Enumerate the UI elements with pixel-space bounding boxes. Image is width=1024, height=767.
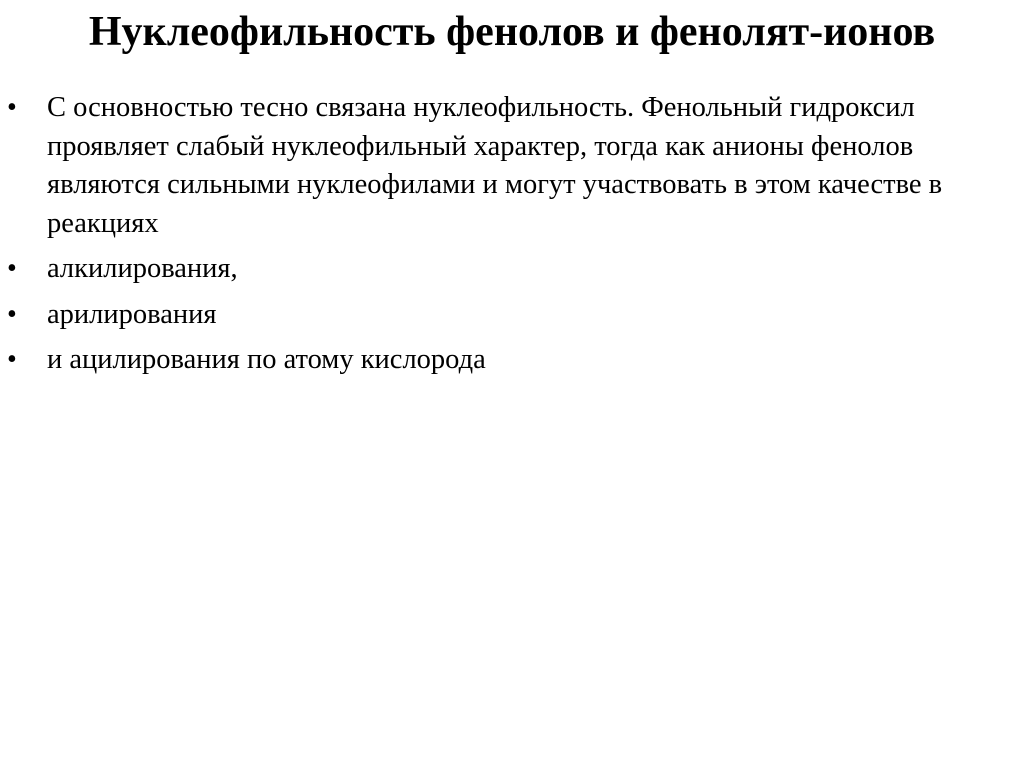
- bullet-list: [0, 89, 1024, 387]
- bullet-text: С основностью тесно связана нуклеофильность. Фенольный гидроксил проявляет слабый нуклеофильный характер, тогда как анионы фенолов являются сильными нуклеофилами и могут участвовать в этом качестве в реакциях: [47, 92, 943, 239]
- bullet-text: алкилирования,: [47, 253, 238, 284]
- bullet-text: и ацилирования по атому кислорода: [47, 344, 486, 375]
- bullet-item: [0, 250, 1024, 289]
- bullet-item: [0, 296, 1024, 335]
- slide-title: Нуклеофильность фенолов и фенолят-ионов: [88, 9, 936, 55]
- bullet-text: арилирования: [47, 298, 217, 330]
- bullet-item: [0, 89, 1024, 243]
- bullet-marker: •: [7, 298, 17, 330]
- bullet-item: [0, 341, 1024, 380]
- bullet-marker: •: [7, 253, 17, 284]
- bullet-marker: •: [7, 344, 17, 375]
- bullet-marker: •: [7, 92, 17, 123]
